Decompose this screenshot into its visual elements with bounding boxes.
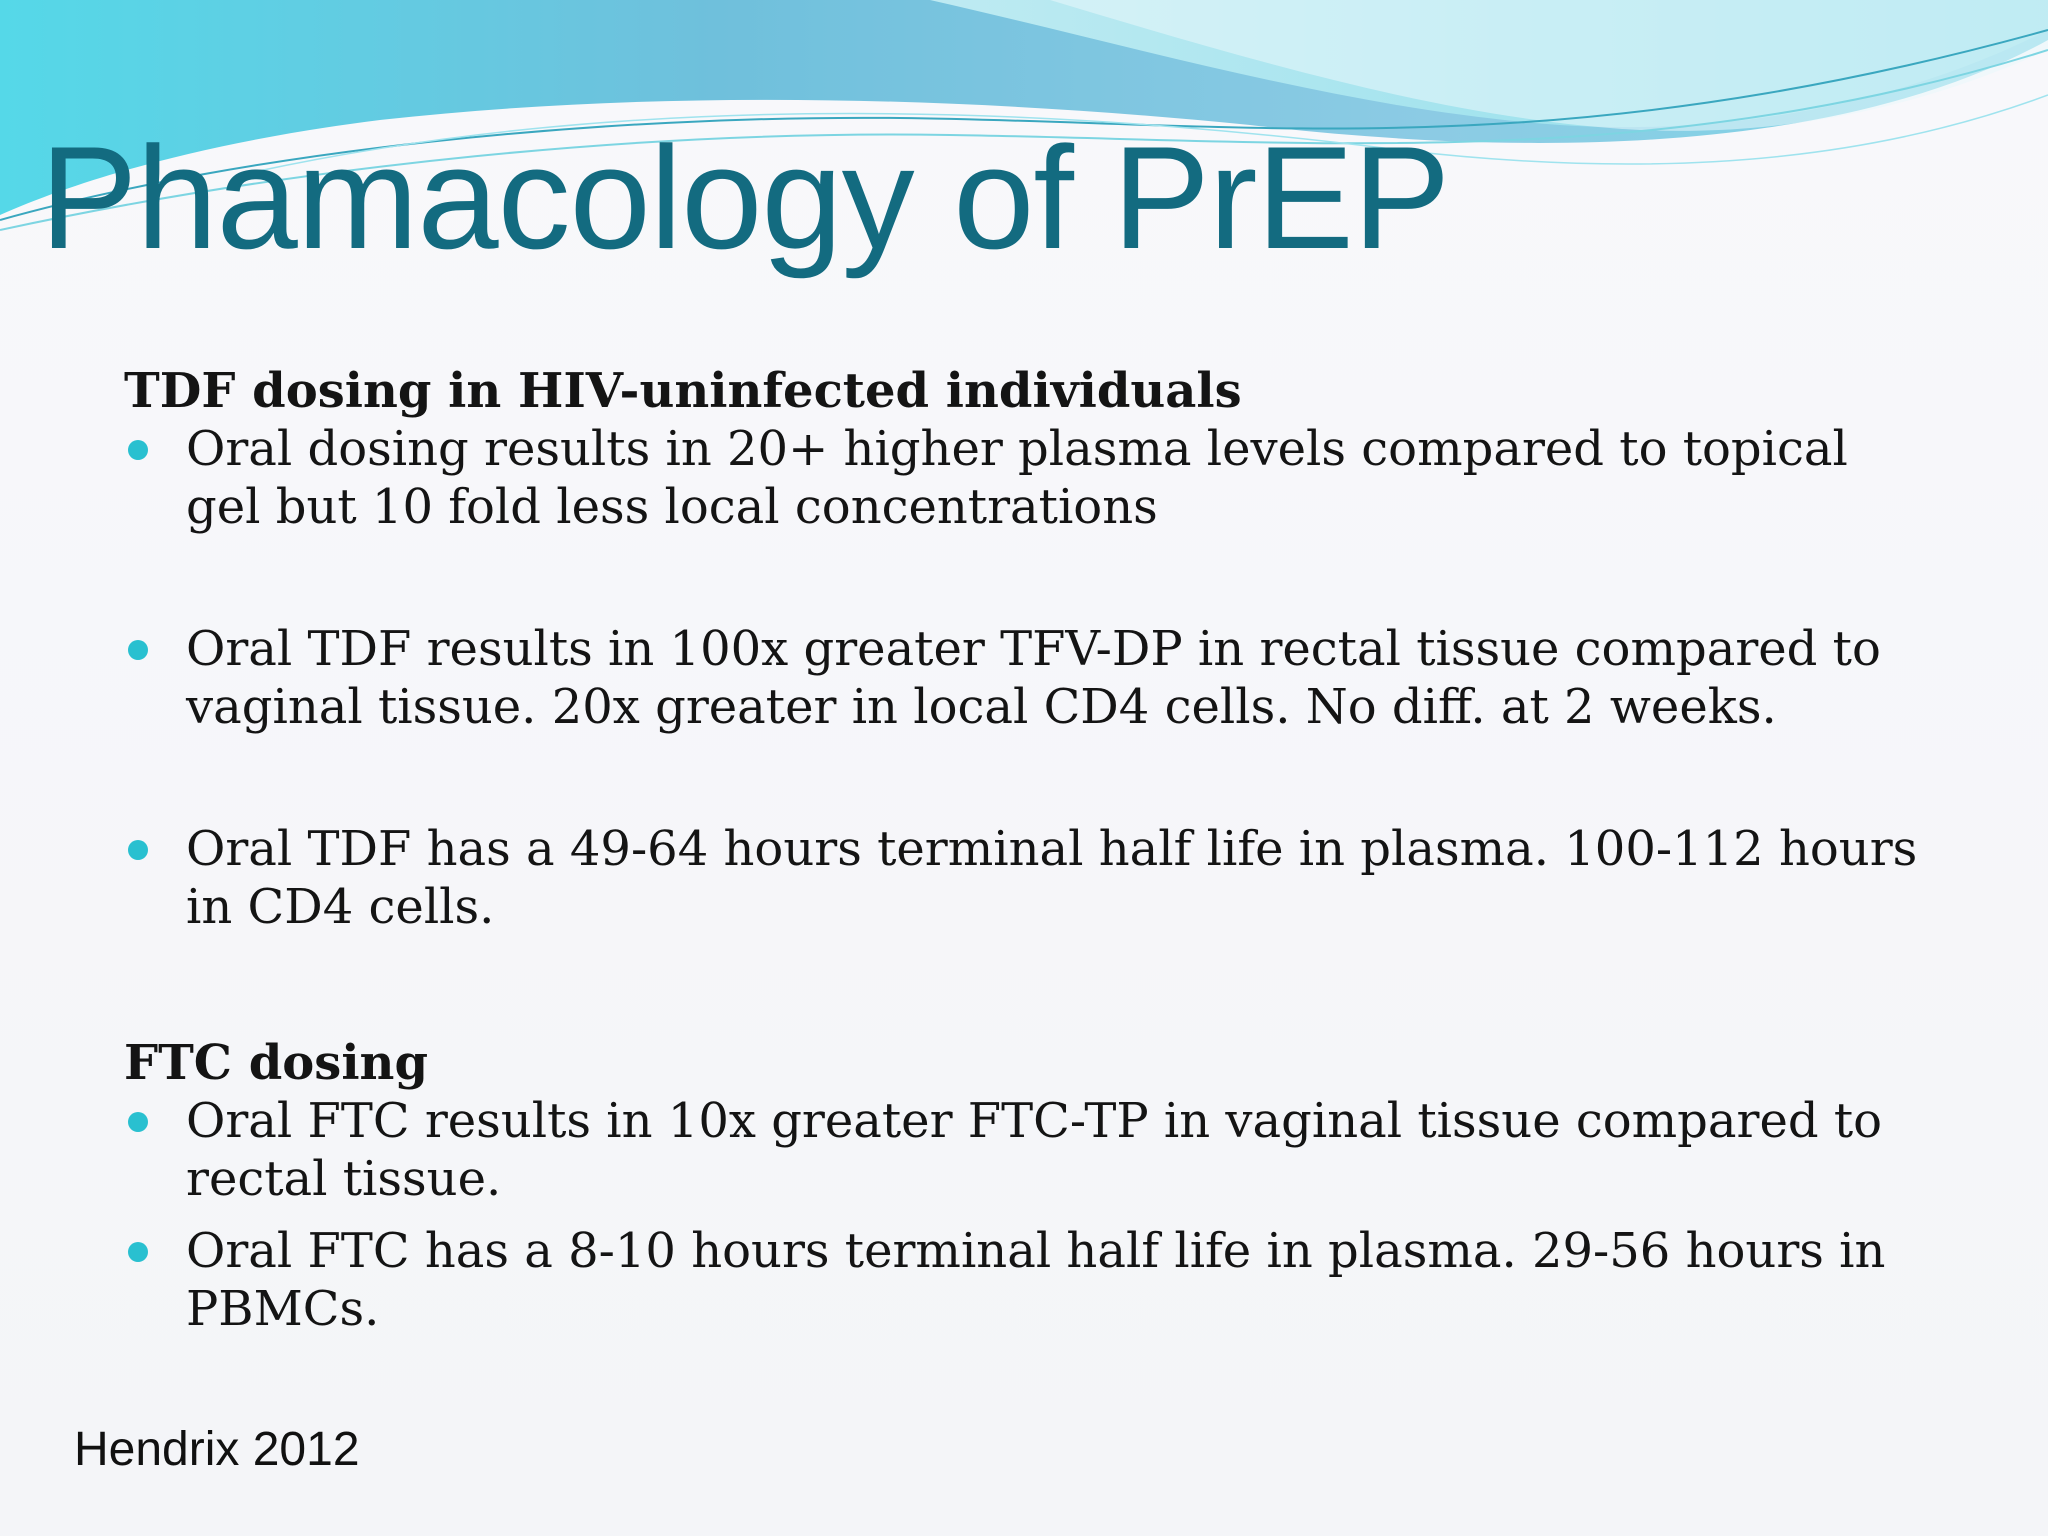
bullet-text: Oral dosing results in 20+ higher plasma levels compared to topical gel but 10 fold less local concentrations (186, 421, 1848, 535)
tdf-bullet-list (124, 420, 1924, 936)
bullet-dot-icon (128, 840, 148, 860)
bullet-dot-icon (128, 440, 148, 460)
list-item (124, 1222, 1924, 1338)
citation: Hendrix 2012 (74, 1423, 360, 1476)
bullet-text: Oral FTC has a 8-10 hours terminal half life in plasma. 29-56 hours in PBMCs. (186, 1223, 1886, 1337)
slide-title: Phamacology of PrEP (40, 116, 1450, 279)
list-item (124, 1092, 1924, 1208)
list-item (124, 620, 1924, 736)
section-heading-tdf: TDF dosing in HIV-uninfected individuals (124, 363, 1242, 419)
section-heading-ftc: FTC dosing (124, 1035, 429, 1091)
bullet-dot-icon (128, 640, 148, 660)
bullet-text: Oral TDF results in 100x greater TFV-DP in rectal tissue compared to vaginal tissue. 20x greater in local CD4 cells. No diff. at 2 weeks. (186, 621, 1881, 735)
list-item (124, 420, 1924, 536)
bullet-text: Oral TDF has a 49-64 hours terminal half life in plasma. 100-112 hours in CD4 cells. (186, 821, 1918, 935)
bullet-text: Oral FTC results in 10x greater FTC-TP in vaginal tissue compared to rectal tissue. (186, 1093, 1883, 1207)
slide-body (124, 362, 1924, 1338)
list-item (124, 820, 1924, 936)
ftc-bullet-list (124, 1092, 1924, 1338)
bullet-dot-icon (128, 1242, 148, 1262)
bullet-dot-icon (128, 1112, 148, 1132)
